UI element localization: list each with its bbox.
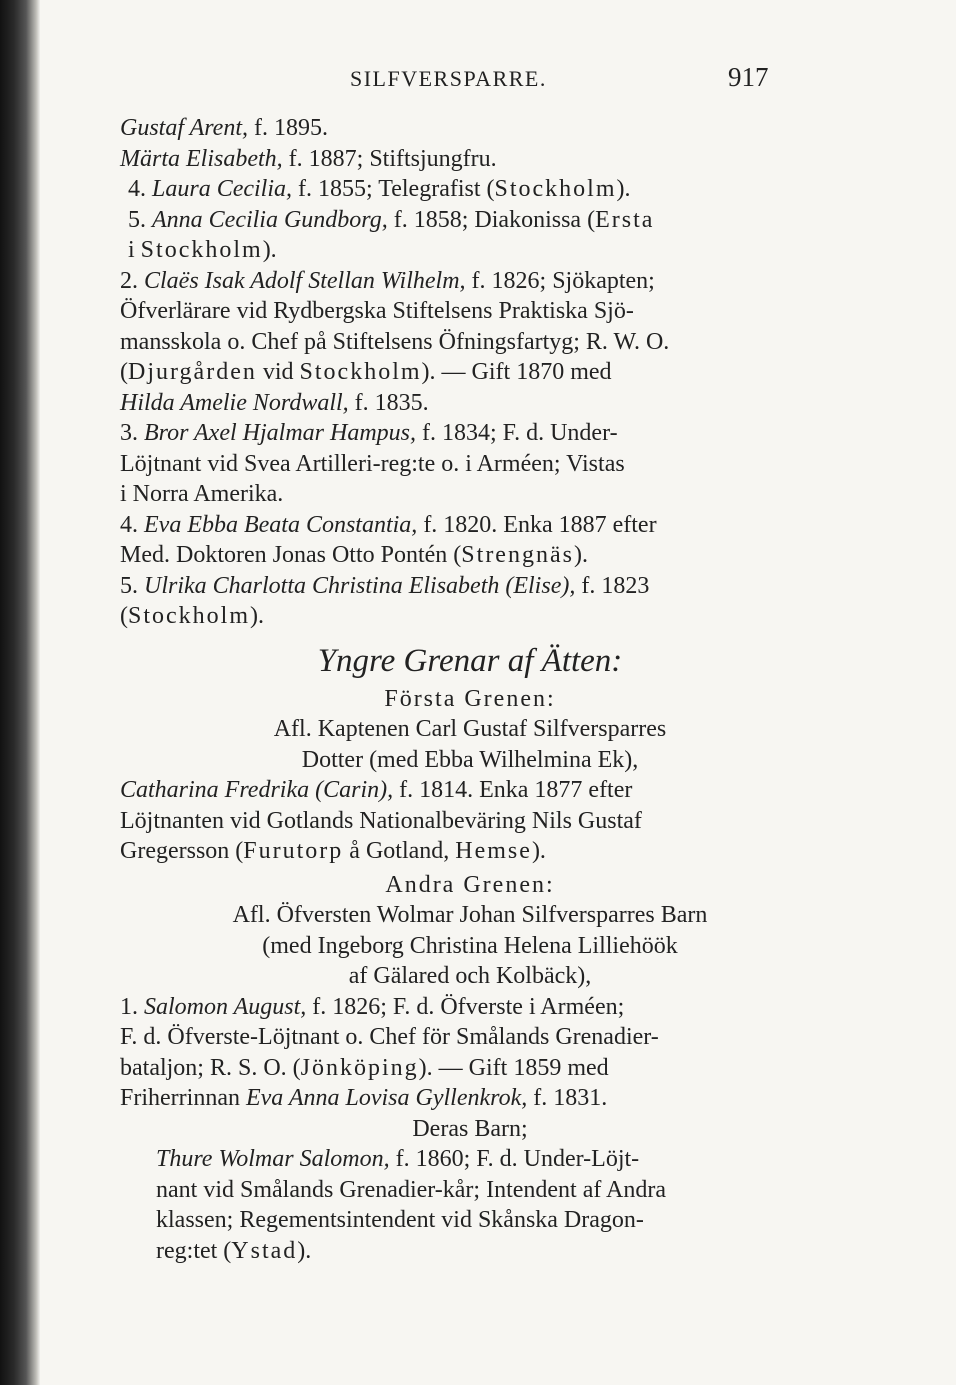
text-segment: Öfverlärare vid Rydbergska Stiftelsens Praktiska Sjö- <box>120 298 634 324</box>
text-segment: Första Grenen: <box>384 685 556 712</box>
text-segment: Friherrinnan <box>120 1085 246 1111</box>
text-line <box>120 714 820 745</box>
text-segment: Dotter (med Ebba Wilhelmina Ek), <box>301 746 639 773</box>
page-number: 917 <box>728 62 769 92</box>
text-line <box>120 479 820 510</box>
text-line <box>120 174 820 205</box>
text-line <box>120 806 820 837</box>
genealogy-entries <box>120 113 820 632</box>
text-segment: Laura Cecilia, <box>152 176 293 202</box>
text-segment: Gustaf Arent, <box>120 115 249 141</box>
text-segment: f. 1814. Enka 1877 efter <box>393 777 633 803</box>
page-body <box>120 113 820 1266</box>
text-segment: vid <box>256 359 300 385</box>
text-segment: F. d. Öfverste-Löjtnant o. Chef för Smålands Grenadier- <box>120 1024 659 1050</box>
text-line <box>120 1053 820 1084</box>
text-segment: 4. <box>128 176 152 202</box>
text-segment: f. 1820. Enka 1887 efter <box>417 511 657 538</box>
text-line <box>120 1205 820 1236</box>
text-segment: 1. <box>120 993 144 1020</box>
text-segment: Löjtnant vid Svea Artilleri-reg:te o. i Arméen; Vistas <box>120 450 625 477</box>
text-segment: Hilda Amelie Nordwall, <box>120 389 349 416</box>
text-line <box>120 266 820 297</box>
text-segment: Thure Wolmar Salomon, <box>156 1146 390 1172</box>
text-segment: Stockholm <box>299 359 422 385</box>
text-segment: f. 1895. <box>248 115 329 141</box>
text-segment: ). <box>250 603 265 629</box>
text-line <box>120 144 820 175</box>
text-segment: Anna Cecilia Gundborg, <box>152 206 388 233</box>
text-line <box>120 836 820 867</box>
text-line <box>120 235 820 266</box>
text-line <box>120 449 820 480</box>
text-line <box>120 775 820 806</box>
text-line <box>120 870 820 901</box>
text-segment: Afl. Öfversten Wolmar Johan Silfversparres Barn <box>232 902 708 928</box>
text-line <box>120 510 820 541</box>
text-segment: ( <box>120 359 128 385</box>
text-line <box>120 418 820 449</box>
text-segment: Stockholm <box>494 176 617 202</box>
text-segment: Eva Ebba Beata Constantia, <box>144 511 418 538</box>
running-header <box>0 62 956 96</box>
text-segment: bataljon; R. S. O. ( <box>120 1054 301 1081</box>
text-segment: 5. <box>120 572 144 599</box>
text-line <box>120 1144 820 1175</box>
text-line <box>120 1022 820 1053</box>
text-segment: i Norra Amerika. <box>120 481 284 507</box>
text-segment: Ulrika Charlotta Christina Elisabeth (Elise), <box>144 572 576 599</box>
text-segment: Med. Doktoren Jonas Otto Pontén ( <box>120 542 462 568</box>
text-segment: f. 1860; F. d. Under-Löjt- <box>389 1146 640 1172</box>
branch-entries <box>120 684 820 1267</box>
text-segment: Märta Elisabeth, <box>120 145 283 172</box>
running-title: SILFVERSPARRE. <box>350 66 547 91</box>
text-segment: af Gälared och Kolbäck), <box>348 963 592 989</box>
text-line <box>120 357 820 388</box>
text-segment: Djurgården <box>128 359 257 385</box>
text-segment: f. 1887; Stiftsjungfru. <box>282 145 497 172</box>
text-segment: 4. <box>120 511 144 538</box>
text-line <box>120 684 820 715</box>
text-segment: Furutorp <box>243 838 344 864</box>
text-segment: f. 1826; Sjökapten; <box>465 267 655 294</box>
text-segment: f. 1835. <box>348 389 429 416</box>
text-segment: ( <box>120 603 128 629</box>
text-line <box>120 1236 820 1267</box>
text-segment: f. 1858; Diakonissa ( <box>387 206 596 233</box>
text-line <box>120 601 820 632</box>
text-segment: ). <box>616 176 631 202</box>
section-heading: Yngre Grenar af Ätten: <box>317 642 623 679</box>
text-segment: reg:tet ( <box>156 1237 232 1264</box>
text-line <box>120 1175 820 1206</box>
text-line <box>120 296 820 327</box>
text-segment: 2. <box>120 267 144 294</box>
text-line <box>120 931 820 962</box>
text-segment: å Gotland, <box>343 838 456 864</box>
text-line <box>120 540 820 571</box>
text-line <box>120 900 820 931</box>
text-segment: ). <box>262 237 277 263</box>
text-segment: nant vid Smålands Grenadier-kår; Intendent af Andra <box>156 1176 667 1203</box>
text-segment: 5. <box>128 206 152 233</box>
text-segment: Strengnäs <box>461 542 574 568</box>
text-segment: Hemse <box>455 838 532 864</box>
text-segment: f. 1855; Telegrafist ( <box>292 176 495 202</box>
text-segment: Afl. Kaptenen Carl Gustaf Silfversparres <box>273 716 667 742</box>
text-line <box>120 1083 820 1114</box>
text-segment: Deras Barn; <box>412 1115 528 1142</box>
text-segment: i <box>128 237 141 263</box>
text-segment: 3. <box>120 420 144 446</box>
text-segment: Catharina Fredrika (Carin), <box>120 777 394 803</box>
text-segment: f. 1831. <box>527 1085 608 1111</box>
text-segment: mansskola o. Chef på Stiftelsens Öfningsfartyg; R. W. O. <box>120 328 670 355</box>
text-line <box>120 1114 820 1145</box>
text-segment: Gregersson ( <box>120 838 244 864</box>
text-segment: Salomon August, <box>144 993 307 1020</box>
text-segment: ). <box>573 542 588 568</box>
text-line <box>120 113 820 144</box>
text-segment: ). <box>297 1237 312 1264</box>
text-line <box>120 388 820 419</box>
text-segment: Jönköping <box>300 1054 419 1081</box>
text-segment: Stockholm <box>128 603 251 629</box>
text-segment: ). — Gift 1870 med <box>421 359 612 385</box>
text-segment: f. 1823 <box>575 572 650 599</box>
text-segment: Löjtnanten vid Gotlands Nationalbeväring Nils Gustaf <box>120 807 642 834</box>
text-segment: klassen; Regementsintendent vid Skånska Dragon- <box>156 1207 644 1233</box>
text-line <box>120 327 820 358</box>
text-line <box>120 745 820 776</box>
text-segment: Andra Grenen: <box>385 871 555 898</box>
text-segment: f. 1834; F. d. Under- <box>416 420 618 446</box>
text-segment: Eva Anna Lovisa Gyllenkrok, <box>245 1085 528 1111</box>
text-segment: ). — Gift 1859 med <box>418 1054 609 1081</box>
text-segment: Stockholm <box>140 237 263 263</box>
text-line <box>120 205 820 236</box>
text-line <box>120 992 820 1023</box>
text-segment: Ystad <box>231 1237 298 1264</box>
text-segment: ). <box>531 838 546 864</box>
text-segment: Claës Isak Adolf Stellan Wilhelm, <box>144 267 466 294</box>
text-segment: Ersta <box>595 206 655 233</box>
text-line <box>120 961 820 992</box>
text-line <box>120 571 820 602</box>
text-segment: f. 1826; F. d. Öfverste i Arméen; <box>306 993 625 1020</box>
text-segment: Bror Axel Hjalmar Hampus, <box>144 420 416 446</box>
book-binding-edge <box>0 0 40 1385</box>
text-segment: (med Ingeborg Christina Helena Lilliehöök <box>262 932 678 959</box>
